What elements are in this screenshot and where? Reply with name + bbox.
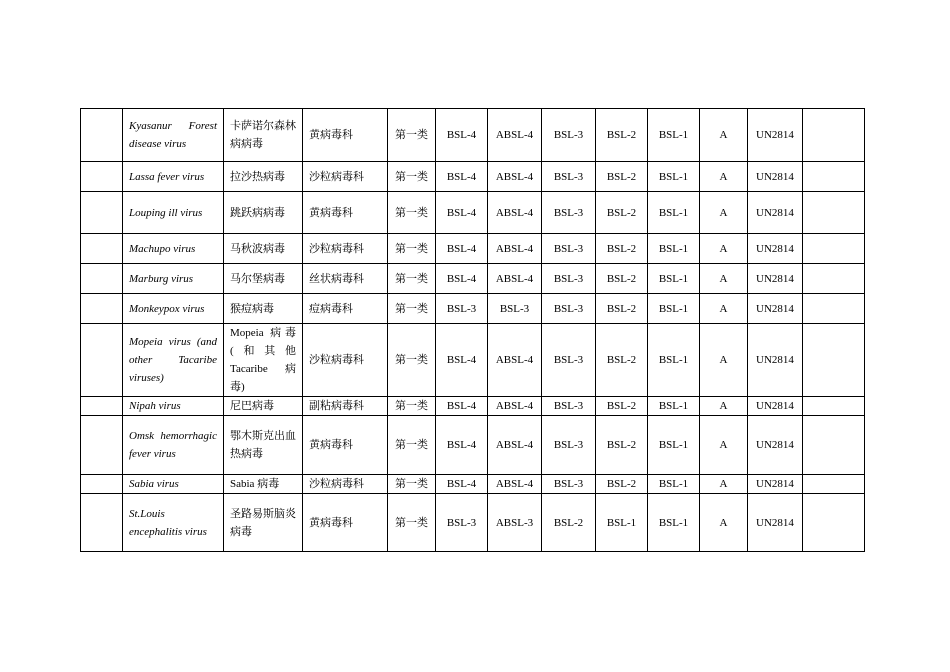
lab-level-1: BSL-3 xyxy=(436,494,488,552)
virus-name: Lassa fever virus xyxy=(123,162,224,192)
remarks-cell xyxy=(803,109,865,162)
virus-family: 黄病毒科 xyxy=(303,109,388,162)
lab-level-2: BSL-3 xyxy=(488,294,542,324)
transport-class: A xyxy=(700,416,748,475)
virus-family: 沙粒病毒科 xyxy=(303,162,388,192)
hazard-category: 第一类 xyxy=(388,416,436,475)
un-number: UN2814 xyxy=(748,324,803,397)
un-number: UN2814 xyxy=(748,494,803,552)
lab-level-2: ABSL-4 xyxy=(488,109,542,162)
transport-class: A xyxy=(700,192,748,234)
un-number: UN2814 xyxy=(748,397,803,416)
table-row xyxy=(81,397,865,416)
lab-level-1: BSL-4 xyxy=(436,109,488,162)
virus-family: 丝状病毒科 xyxy=(303,264,388,294)
table-row xyxy=(81,234,865,264)
virus-name: Marburg virus xyxy=(123,264,224,294)
chinese-name: Mopeia 病毒(和其他 Tacaribe 病毒) xyxy=(224,324,303,397)
remarks-cell xyxy=(803,475,865,494)
chinese-name: 圣路易斯脑炎病毒 xyxy=(224,494,303,552)
lab-level-1: BSL-3 xyxy=(436,294,488,324)
lab-level-3: BSL-3 xyxy=(542,294,596,324)
lab-level-2: ABSL-4 xyxy=(488,416,542,475)
virus-family: 痘病毒科 xyxy=(303,294,388,324)
lab-level-3: BSL-3 xyxy=(542,475,596,494)
hazard-category: 第一类 xyxy=(388,109,436,162)
chinese-name: 马尔堡病毒 xyxy=(224,264,303,294)
transport-class: A xyxy=(700,494,748,552)
remarks-cell xyxy=(803,234,865,264)
un-number: UN2814 xyxy=(748,109,803,162)
un-number: UN2814 xyxy=(748,416,803,475)
lab-level-3: BSL-3 xyxy=(542,234,596,264)
lab-level-4: BSL-2 xyxy=(596,397,648,416)
row-number-cell xyxy=(81,234,123,264)
lab-level-3: BSL-3 xyxy=(542,397,596,416)
lab-level-5: BSL-1 xyxy=(648,324,700,397)
virus-name: Nipah virus xyxy=(123,397,224,416)
table-row xyxy=(81,192,865,234)
virus-name: Kyasanur Forest disease virus xyxy=(123,109,224,162)
lab-level-5: BSL-1 xyxy=(648,264,700,294)
lab-level-4: BSL-2 xyxy=(596,192,648,234)
table-row xyxy=(81,494,865,552)
lab-level-2: ABSL-4 xyxy=(488,397,542,416)
lab-level-2: ABSL-4 xyxy=(488,264,542,294)
lab-level-1: BSL-4 xyxy=(436,397,488,416)
chinese-name: 拉沙热病毒 xyxy=(224,162,303,192)
transport-class: A xyxy=(700,162,748,192)
remarks-cell xyxy=(803,324,865,397)
lab-level-1: BSL-4 xyxy=(436,162,488,192)
hazard-category: 第一类 xyxy=(388,475,436,494)
un-number: UN2814 xyxy=(748,234,803,264)
row-number-cell xyxy=(81,397,123,416)
lab-level-4: BSL-2 xyxy=(596,475,648,494)
lab-level-5: BSL-1 xyxy=(648,109,700,162)
chinese-name: 跳跃病病毒 xyxy=(224,192,303,234)
virus-name: St.Louis encephalitis virus xyxy=(123,494,224,552)
lab-level-1: BSL-4 xyxy=(436,475,488,494)
remarks-cell xyxy=(803,416,865,475)
lab-level-4: BSL-1 xyxy=(596,494,648,552)
virus-family: 黄病毒科 xyxy=(303,494,388,552)
lab-level-2: ABSL-4 xyxy=(488,324,542,397)
hazard-category: 第一类 xyxy=(388,294,436,324)
table-row xyxy=(81,264,865,294)
virus-name: Mopeia virus (and other Tacaribe viruses) xyxy=(123,324,224,397)
row-number-cell xyxy=(81,264,123,294)
chinese-name: 马秋波病毒 xyxy=(224,234,303,264)
lab-level-1: BSL-4 xyxy=(436,416,488,475)
virus-family: 副粘病毒科 xyxy=(303,397,388,416)
row-number-cell xyxy=(81,416,123,475)
chinese-name: 尼巴病毒 xyxy=(224,397,303,416)
virus-name: Machupo virus xyxy=(123,234,224,264)
lab-level-3: BSL-3 xyxy=(542,109,596,162)
hazard-category: 第一类 xyxy=(388,162,436,192)
row-number-cell xyxy=(81,324,123,397)
un-number: UN2814 xyxy=(748,294,803,324)
lab-level-2: ABSL-4 xyxy=(488,162,542,192)
lab-level-5: BSL-1 xyxy=(648,494,700,552)
transport-class: A xyxy=(700,324,748,397)
virus-family: 黄病毒科 xyxy=(303,192,388,234)
lab-level-5: BSL-1 xyxy=(648,162,700,192)
hazard-category: 第一类 xyxy=(388,234,436,264)
lab-level-2: ABSL-4 xyxy=(488,234,542,264)
hazard-category: 第一类 xyxy=(388,192,436,234)
lab-level-4: BSL-2 xyxy=(596,109,648,162)
chinese-name: 鄂木斯克出血热病毒 xyxy=(224,416,303,475)
remarks-cell xyxy=(803,264,865,294)
lab-level-4: BSL-2 xyxy=(596,324,648,397)
table-row xyxy=(81,162,865,192)
lab-level-4: BSL-2 xyxy=(596,162,648,192)
virus-name: Monkeypox virus xyxy=(123,294,224,324)
lab-level-3: BSL-3 xyxy=(542,264,596,294)
transport-class: A xyxy=(700,264,748,294)
row-number-cell xyxy=(81,294,123,324)
lab-level-1: BSL-4 xyxy=(436,192,488,234)
table-row xyxy=(81,294,865,324)
lab-level-3: BSL-3 xyxy=(542,192,596,234)
lab-level-5: BSL-1 xyxy=(648,397,700,416)
lab-level-5: BSL-1 xyxy=(648,475,700,494)
hazard-category: 第一类 xyxy=(388,324,436,397)
row-number-cell xyxy=(81,494,123,552)
row-number-cell xyxy=(81,162,123,192)
virus-name: Omsk hemorrhagic fever virus xyxy=(123,416,224,475)
remarks-cell xyxy=(803,397,865,416)
remarks-cell xyxy=(803,494,865,552)
un-number: UN2814 xyxy=(748,475,803,494)
lab-level-5: BSL-1 xyxy=(648,192,700,234)
table-row xyxy=(81,475,865,494)
lab-level-3: BSL-3 xyxy=(542,162,596,192)
transport-class: A xyxy=(700,475,748,494)
un-number: UN2814 xyxy=(748,162,803,192)
pathogen-table xyxy=(80,108,865,552)
lab-level-1: BSL-4 xyxy=(436,264,488,294)
lab-level-1: BSL-4 xyxy=(436,324,488,397)
lab-level-3: BSL-3 xyxy=(542,416,596,475)
hazard-category: 第一类 xyxy=(388,494,436,552)
transport-class: A xyxy=(700,397,748,416)
hazard-category: 第一类 xyxy=(388,397,436,416)
row-number-cell xyxy=(81,109,123,162)
virus-name: Sabia virus xyxy=(123,475,224,494)
un-number: UN2814 xyxy=(748,192,803,234)
lab-level-4: BSL-2 xyxy=(596,416,648,475)
hazard-category: 第一类 xyxy=(388,264,436,294)
lab-level-3: BSL-3 xyxy=(542,324,596,397)
remarks-cell xyxy=(803,162,865,192)
lab-level-5: BSL-1 xyxy=(648,234,700,264)
un-number: UN2814 xyxy=(748,264,803,294)
lab-level-4: BSL-2 xyxy=(596,294,648,324)
virus-family: 黄病毒科 xyxy=(303,416,388,475)
lab-level-2: ABSL-3 xyxy=(488,494,542,552)
table-row xyxy=(81,416,865,475)
virus-family: 沙粒病毒科 xyxy=(303,475,388,494)
remarks-cell xyxy=(803,294,865,324)
lab-level-3: BSL-2 xyxy=(542,494,596,552)
lab-level-4: BSL-2 xyxy=(596,234,648,264)
lab-level-1: BSL-4 xyxy=(436,234,488,264)
chinese-name: 猴痘病毒 xyxy=(224,294,303,324)
row-number-cell xyxy=(81,192,123,234)
chinese-name: 卡萨诺尔森林病病毒 xyxy=(224,109,303,162)
remarks-cell xyxy=(803,192,865,234)
chinese-name: Sabia 病毒 xyxy=(224,475,303,494)
row-number-cell xyxy=(81,475,123,494)
virus-family: 沙粒病毒科 xyxy=(303,324,388,397)
table-row xyxy=(81,109,865,162)
lab-level-5: BSL-1 xyxy=(648,416,700,475)
table-row xyxy=(81,324,865,397)
lab-level-5: BSL-1 xyxy=(648,294,700,324)
lab-level-2: ABSL-4 xyxy=(488,192,542,234)
transport-class: A xyxy=(700,109,748,162)
transport-class: A xyxy=(700,294,748,324)
lab-level-4: BSL-2 xyxy=(596,264,648,294)
virus-family: 沙粒病毒科 xyxy=(303,234,388,264)
virus-name: Louping ill virus xyxy=(123,192,224,234)
lab-level-2: ABSL-4 xyxy=(488,475,542,494)
transport-class: A xyxy=(700,234,748,264)
